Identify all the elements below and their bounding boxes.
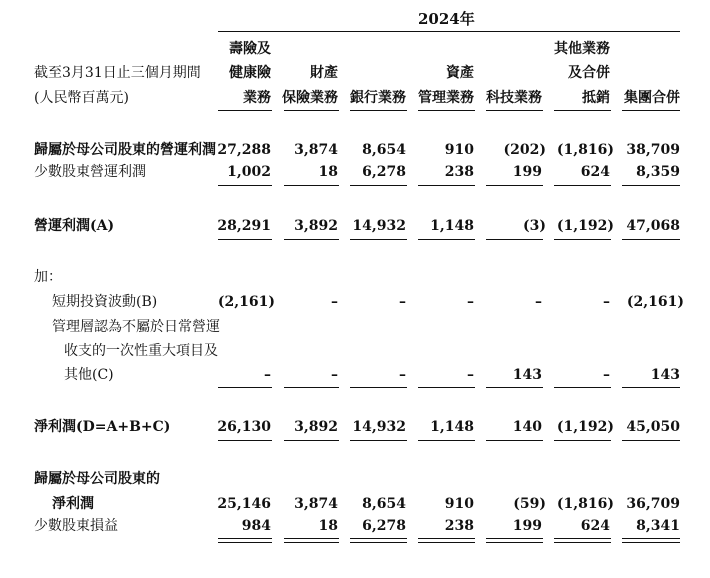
row6-underline-3 [418, 440, 475, 441]
row2-underline-1 [284, 185, 339, 186]
cell: (1,816) [556, 496, 614, 512]
cell: 199 [512, 164, 542, 180]
cell: 8,359 [636, 164, 680, 180]
cell: 3,892 [294, 419, 338, 435]
cell: – [399, 367, 406, 383]
row2-underline-0 [218, 185, 272, 186]
cell: (2,161) [626, 294, 684, 310]
cell: 238 [444, 164, 474, 180]
row5-underline-2 [350, 387, 407, 388]
row6-underline-6 [622, 440, 680, 441]
col-header-asset-mgmt-line2: 管理業務 [418, 90, 474, 106]
header-underline-0 [218, 110, 272, 111]
bottom-double-underline-1a [284, 538, 339, 539]
col-header-life-line3: 業務 [243, 90, 271, 106]
row3-underline-6 [622, 239, 680, 240]
row-label-parent-net-profit-line2: 淨利潤 [52, 496, 94, 512]
cell: 28,291 [217, 218, 271, 234]
cell: 14,932 [352, 419, 406, 435]
row-label-one-off-items-line3: 其他(C) [64, 367, 114, 383]
cell: (2,161) [217, 294, 275, 310]
bottom-double-underline-4b [486, 542, 543, 543]
row3-underline-3 [418, 239, 475, 240]
cell: (202) [503, 142, 546, 158]
bottom-double-underline-3b [418, 542, 475, 543]
row-label-minority-interests: 少數股東損益 [34, 518, 118, 534]
col-header-technology: 科技業務 [486, 90, 542, 106]
col-header-other-line1: 其他業務 [554, 41, 610, 57]
cell: 143 [512, 367, 542, 383]
row3-underline-0 [218, 239, 272, 240]
bottom-double-underline-6b [622, 542, 680, 543]
cell: 6,278 [362, 518, 406, 534]
row2-underline-4 [486, 185, 543, 186]
row2-underline-3 [418, 185, 475, 186]
cell: – [535, 294, 542, 310]
year-header: 2024年 [418, 10, 475, 28]
row-label-parent-operating-profit: 歸屬於母公司股東的營運利潤 [34, 142, 216, 158]
bottom-double-underline-5b [554, 542, 611, 543]
row5-underline-0 [218, 387, 272, 388]
cell: – [331, 367, 338, 383]
cell: (1,816) [556, 142, 614, 158]
cell: 8,654 [362, 142, 406, 158]
cell: (59) [513, 496, 546, 512]
cell: – [399, 294, 406, 310]
cell: (3) [523, 218, 546, 234]
cell: 38,709 [626, 142, 680, 158]
cell: 47,068 [626, 218, 680, 234]
row-label-short-term-fluctuation-b: 短期投資波動(B) [52, 294, 158, 310]
cell: – [467, 294, 474, 310]
cell: 25,146 [217, 496, 271, 512]
row3-underline-4 [486, 239, 543, 240]
row5-underline-4 [486, 387, 543, 388]
row2-underline-2 [350, 185, 407, 186]
period-label: 截至3月31日止三個月期間 [34, 65, 201, 81]
col-header-life-line1: 壽險及 [229, 41, 271, 57]
header-underline-3 [418, 110, 475, 111]
row3-underline-1 [284, 239, 339, 240]
row5-underline-6 [622, 387, 680, 388]
cell: 624 [580, 164, 610, 180]
cell: 1,148 [430, 419, 474, 435]
cell: 910 [444, 142, 474, 158]
header-underline-4 [486, 110, 543, 111]
col-header-banking: 銀行業務 [350, 90, 406, 106]
row2-underline-5 [554, 185, 611, 186]
bottom-double-underline-6a [622, 538, 680, 539]
cell: – [331, 294, 338, 310]
header-underline-5 [554, 110, 611, 111]
row5-underline-1 [284, 387, 339, 388]
row-label-minority-operating-profit: 少數股東營運利潤 [34, 164, 146, 180]
row3-underline-2 [350, 239, 407, 240]
col-header-life-line2: 健康險 [229, 65, 271, 81]
col-header-other-line3: 抵銷 [582, 90, 610, 106]
bottom-double-underline-5a [554, 538, 611, 539]
header-underline-6 [622, 110, 680, 111]
header-underline-2 [350, 110, 407, 111]
col-header-property-line2: 保險業務 [282, 90, 338, 106]
cell: 36,709 [626, 496, 680, 512]
cell: 18 [318, 164, 338, 180]
cell: 3,874 [294, 496, 338, 512]
row5-underline-5 [554, 387, 611, 388]
cell: 18 [318, 518, 338, 534]
row-label-parent-net-profit-line1: 歸屬於母公司股東的 [34, 471, 160, 487]
row-label-net-profit-d: 淨利潤(D=A+B+C) [34, 419, 171, 435]
bottom-double-underline-3a [418, 538, 475, 539]
row5-underline-3 [418, 387, 475, 388]
bottom-double-underline-2b [350, 542, 407, 543]
row6-underline-0 [218, 440, 272, 441]
bottom-double-underline-0a [218, 538, 272, 539]
bottom-double-underline-2a [350, 538, 407, 539]
cell: (1,192) [556, 218, 614, 234]
bottom-double-underline-4a [486, 538, 543, 539]
row6-underline-5 [554, 440, 611, 441]
cell: 199 [512, 518, 542, 534]
row2-underline-6 [622, 185, 680, 186]
cell: – [603, 367, 610, 383]
cell: 6,278 [362, 164, 406, 180]
cell: 8,654 [362, 496, 406, 512]
cell: – [467, 367, 474, 383]
cell: 27,288 [217, 142, 271, 158]
col-header-property-line1: 財產 [310, 65, 338, 81]
col-header-asset-mgmt-line1: 資產 [446, 65, 474, 81]
row-label-one-off-items-line1: 管理層認為不屬於日常營運 [52, 319, 220, 335]
col-header-group-total: 集團合併 [624, 90, 680, 106]
cell: 8,341 [636, 518, 680, 534]
row-label-operating-profit-a: 營運利潤(A) [34, 218, 115, 234]
cell: (1,192) [556, 419, 614, 435]
bottom-double-underline-1b [284, 542, 339, 543]
bottom-double-underline-0b [218, 542, 272, 543]
row6-underline-1 [284, 440, 339, 441]
cell: 1,002 [227, 164, 271, 180]
row6-underline-2 [350, 440, 407, 441]
cell: – [603, 294, 610, 310]
cell: 26,130 [217, 419, 271, 435]
cell: 984 [241, 518, 271, 534]
row3-underline-5 [554, 239, 611, 240]
cell: 3,874 [294, 142, 338, 158]
cell: 45,050 [626, 419, 680, 435]
year-underline [218, 31, 680, 32]
cell: 14,932 [352, 218, 406, 234]
add-label: 加： [34, 269, 62, 285]
cell: 3,892 [294, 218, 338, 234]
cell: 624 [580, 518, 610, 534]
col-header-other-line2: 及合併 [568, 65, 610, 81]
row-label-one-off-items-line2: 收支的一次性重大項目及 [64, 343, 218, 359]
cell: 1,148 [430, 218, 474, 234]
cell: – [264, 367, 271, 383]
cell: 140 [512, 419, 542, 435]
cell: 238 [444, 518, 474, 534]
row6-underline-4 [486, 440, 543, 441]
header-underline-1 [284, 110, 339, 111]
cell: 910 [444, 496, 474, 512]
currency-label: (人民幣百萬元) [34, 90, 129, 106]
cell: 143 [650, 367, 680, 383]
